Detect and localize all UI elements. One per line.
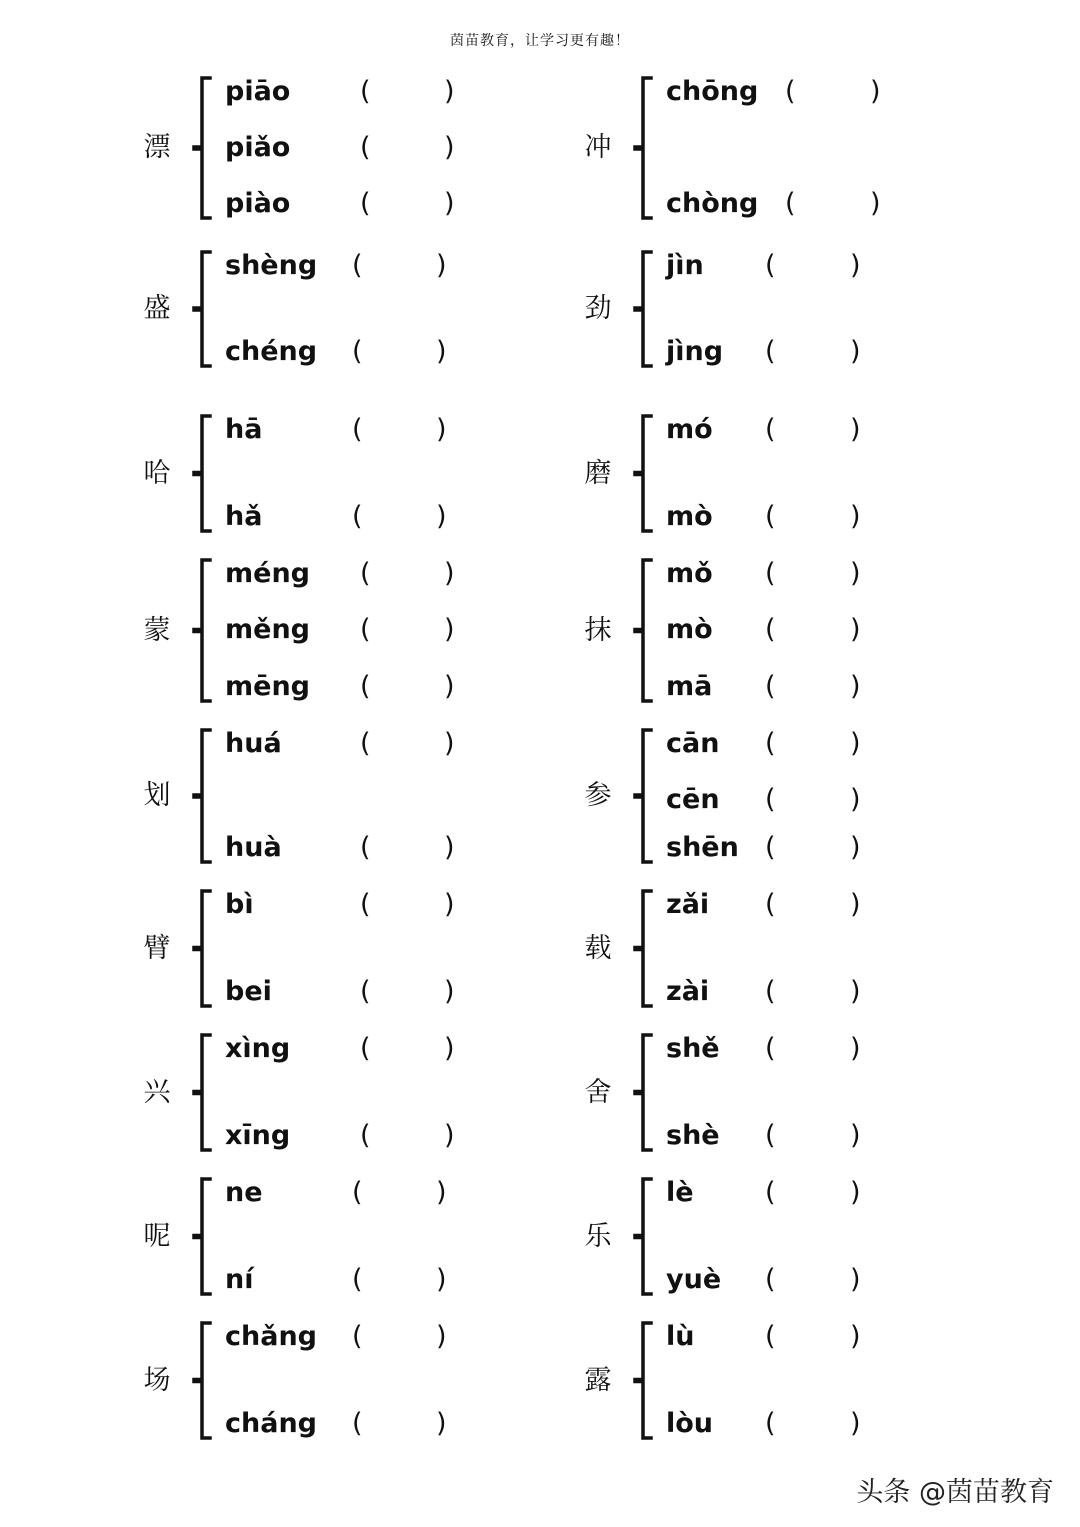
answer-blank-open[interactable]: (: [765, 1321, 776, 1352]
pinyin-reading: huà: [225, 832, 282, 863]
reading-row: [137, 1175, 597, 1211]
pinyin-reading: shēn: [666, 832, 739, 863]
polyphone-entry: [578, 1321, 1038, 1440]
reading-row: [137, 1406, 597, 1442]
answer-blank-open[interactable]: (: [765, 1120, 776, 1151]
answer-blank-close: ): [436, 1264, 447, 1295]
pinyin-reading: shè: [666, 1120, 720, 1151]
hanzi-character: 哈: [143, 457, 171, 489]
reading-row: [137, 1031, 597, 1067]
answer-blank-open[interactable]: (: [352, 501, 363, 532]
pinyin-reading: zǎi: [666, 889, 710, 920]
answer-blank-close: ): [436, 336, 447, 367]
hanzi-character: 划: [143, 780, 171, 811]
answer-blank-open[interactable]: (: [360, 132, 371, 163]
answer-blank-close: ): [850, 728, 861, 759]
pinyin-reading: mēng: [225, 671, 310, 702]
answer-blank-close: ): [444, 76, 455, 107]
pinyin-reading: hā: [225, 414, 263, 445]
answer-blank-close: ): [850, 1177, 861, 1208]
hanzi-character: 劲: [584, 293, 612, 324]
answer-blank-open[interactable]: (: [352, 414, 363, 445]
pinyin-reading: mò: [666, 614, 713, 645]
answer-blank-close: ): [850, 1408, 861, 1439]
answer-blank-close: ): [850, 614, 861, 645]
hanzi-character: 露: [584, 1364, 612, 1396]
polyphone-entry: [578, 1033, 1038, 1152]
answer-blank-close: ): [436, 250, 447, 281]
answer-blank-open[interactable]: (: [765, 832, 776, 863]
answer-blank-open[interactable]: (: [360, 671, 371, 702]
page-header: 茵苗教育，让学习更有趣！: [450, 33, 630, 49]
answer-blank-open[interactable]: (: [765, 728, 776, 759]
answer-blank-close: ): [850, 1264, 861, 1295]
polyphone-entry: [578, 889, 1038, 1008]
pinyin-reading: chòng: [666, 188, 759, 219]
pinyin-reading: chéng: [225, 336, 318, 367]
reading-row: [578, 830, 1038, 866]
answer-blank-open[interactable]: (: [765, 1177, 776, 1208]
pinyin-reading: cēn: [666, 784, 720, 815]
hanzi-character: 臂: [143, 932, 171, 964]
reading-row: [137, 726, 597, 762]
hanzi-character: 盛: [143, 293, 171, 324]
polyphone-entry: [578, 728, 1038, 864]
reading-row: [137, 830, 597, 866]
hanzi-character: 乐: [584, 1220, 612, 1252]
answer-blank-close: ): [436, 1177, 447, 1208]
pinyin-reading: shèng: [225, 250, 318, 281]
reading-row: [578, 556, 1038, 592]
reading-row: [137, 334, 597, 370]
answer-blank-close: ): [850, 671, 861, 702]
reading-row: [137, 1262, 597, 1298]
hanzi-character: 载: [584, 932, 612, 964]
answer-blank-close: ): [850, 1321, 861, 1352]
hanzi-character: 呢: [143, 1220, 171, 1252]
pinyin-reading: xīng: [225, 1120, 291, 1151]
answer-blank-close: ): [850, 976, 861, 1007]
polyphone-entry: [137, 728, 597, 864]
polyphone-entry: [137, 1177, 597, 1296]
answer-blank-close: ): [850, 501, 861, 532]
answer-blank-close: ): [444, 132, 455, 163]
pinyin-reading: mǒ: [666, 558, 713, 589]
answer-blank-open[interactable]: (: [360, 1033, 371, 1064]
reading-row: [137, 1319, 597, 1355]
hanzi-character: 场: [143, 1364, 171, 1396]
reading-row: [578, 74, 1038, 110]
answer-blank-open[interactable]: (: [360, 614, 371, 645]
answer-blank-open[interactable]: (: [765, 1408, 776, 1439]
answer-blank-close: ): [850, 336, 861, 367]
pinyin-reading: piǎo: [225, 132, 291, 163]
pinyin-reading: jìng: [666, 336, 724, 367]
polyphone-entry: [137, 558, 597, 703]
reading-row: [578, 1031, 1038, 1067]
reading-row: [578, 248, 1038, 284]
polyphone-entry: [137, 76, 597, 220]
watermark: 头条 @茵苗教育: [856, 1477, 1054, 1508]
answer-blank-open[interactable]: (: [765, 414, 776, 445]
polyphone-entry: [137, 889, 597, 1008]
pinyin-reading: huá: [225, 728, 282, 759]
pinyin-reading: ne: [225, 1177, 263, 1208]
pinyin-reading: piāo: [225, 76, 291, 107]
answer-blank-open[interactable]: (: [360, 889, 371, 920]
answer-blank-close: ): [436, 1408, 447, 1439]
hanzi-character: 冲: [584, 132, 612, 163]
answer-blank-close: ): [870, 76, 881, 107]
reading-row: [578, 887, 1038, 923]
answer-blank-open[interactable]: (: [765, 1264, 776, 1295]
reading-row: [137, 74, 597, 110]
pinyin-reading: cháng: [225, 1408, 317, 1439]
reading-row: [137, 499, 597, 535]
polyphone-entry: [578, 250, 1038, 368]
reading-row: [578, 669, 1038, 705]
polyphone-entry: [137, 250, 597, 368]
polyphone-entry: [578, 414, 1038, 533]
polyphone-entry: [578, 558, 1038, 703]
answer-blank-open[interactable]: (: [765, 784, 776, 815]
reading-row: [137, 1118, 597, 1154]
answer-blank-close: ): [436, 1321, 447, 1352]
reading-row: [578, 334, 1038, 370]
pinyin-reading: hǎ: [225, 501, 263, 532]
answer-blank-open[interactable]: (: [765, 671, 776, 702]
answer-blank-open[interactable]: (: [360, 728, 371, 759]
reading-row: [578, 1118, 1038, 1154]
answer-blank-open[interactable]: (: [765, 501, 776, 532]
answer-blank-open[interactable]: (: [765, 976, 776, 1007]
reading-row: [578, 782, 1038, 818]
pinyin-reading: ní: [225, 1264, 254, 1295]
hanzi-character: 参: [584, 780, 612, 811]
reading-row: [137, 612, 597, 648]
hanzi-character: 舍: [584, 1076, 612, 1108]
answer-blank-open[interactable]: (: [352, 1264, 363, 1295]
answer-blank-open[interactable]: (: [352, 1408, 363, 1439]
answer-blank-close: ): [850, 250, 861, 281]
answer-blank-close: ): [444, 614, 455, 645]
reading-row: [578, 1406, 1038, 1442]
answer-blank-close: ): [850, 414, 861, 445]
pinyin-reading: lè: [666, 1177, 694, 1208]
pinyin-reading: piào: [225, 188, 291, 219]
answer-blank-open[interactable]: (: [360, 188, 371, 219]
answer-blank-close: ): [444, 558, 455, 589]
pinyin-reading: měng: [225, 614, 310, 645]
answer-blank-open[interactable]: (: [352, 250, 363, 281]
answer-blank-open[interactable]: (: [765, 889, 776, 920]
pinyin-reading: méng: [225, 558, 310, 589]
pinyin-reading: lòu: [666, 1408, 714, 1439]
pinyin-reading: mā: [666, 671, 713, 702]
hanzi-character: 磨: [584, 457, 612, 489]
reading-row: [137, 669, 597, 705]
answer-blank-open[interactable]: (: [360, 1120, 371, 1151]
answer-blank-open[interactable]: (: [765, 1033, 776, 1064]
pinyin-reading: xìng: [225, 1033, 291, 1064]
answer-blank-open[interactable]: (: [360, 558, 371, 589]
answer-blank-open[interactable]: (: [360, 76, 371, 107]
answer-blank-close: ): [444, 188, 455, 219]
polyphone-entry: [578, 1177, 1038, 1296]
pinyin-reading: jìn: [666, 250, 704, 281]
pinyin-reading: bì: [225, 889, 254, 920]
reading-row: [137, 186, 597, 222]
answer-blank-open[interactable]: (: [765, 614, 776, 645]
answer-blank-close: ): [850, 1120, 861, 1151]
reading-row: [578, 1319, 1038, 1355]
reading-row: [137, 974, 597, 1010]
answer-blank-close: ): [444, 832, 455, 863]
answer-blank-open[interactable]: (: [352, 1177, 363, 1208]
answer-blank-open[interactable]: (: [360, 832, 371, 863]
answer-blank-close: ): [444, 1033, 455, 1064]
pinyin-reading: yuè: [666, 1264, 722, 1295]
answer-blank-open[interactable]: (: [765, 250, 776, 281]
pinyin-reading: chǎng: [225, 1321, 317, 1352]
pinyin-reading: bei: [225, 976, 272, 1007]
answer-blank-open[interactable]: (: [360, 976, 371, 1007]
answer-blank-open[interactable]: (: [352, 1321, 363, 1352]
reading-row: [137, 412, 597, 448]
answer-blank-close: ): [444, 889, 455, 920]
reading-row: [137, 248, 597, 284]
pinyin-reading: lù: [666, 1321, 695, 1352]
pinyin-reading: shě: [666, 1033, 720, 1064]
reading-row: [578, 974, 1038, 1010]
hanzi-character: 蒙: [143, 614, 171, 646]
answer-blank-open[interactable]: (: [765, 336, 776, 367]
answer-blank-close: ): [436, 414, 447, 445]
reading-row: [137, 556, 597, 592]
reading-row: [578, 726, 1038, 762]
answer-blank-close: ): [436, 501, 447, 532]
answer-blank-close: ): [850, 832, 861, 863]
pinyin-reading: cān: [666, 728, 720, 759]
hanzi-character: 兴: [143, 1076, 171, 1108]
reading-row: [578, 499, 1038, 535]
hanzi-character: 抹: [584, 614, 612, 646]
answer-blank-close: ): [850, 1033, 861, 1064]
polyphone-entry: [578, 76, 1038, 220]
answer-blank-open[interactable]: (: [765, 558, 776, 589]
pinyin-reading: zài: [666, 976, 710, 1007]
reading-row: [578, 186, 1038, 222]
answer-blank-close: ): [850, 558, 861, 589]
answer-blank-close: ): [850, 784, 861, 815]
answer-blank-open[interactable]: (: [785, 188, 796, 219]
answer-blank-close: ): [444, 976, 455, 1007]
reading-row: [578, 612, 1038, 648]
answer-blank-close: ): [444, 728, 455, 759]
reading-row: [137, 130, 597, 166]
answer-blank-open[interactable]: (: [785, 76, 796, 107]
reading-row: [137, 887, 597, 923]
polyphone-entry: [137, 1321, 597, 1440]
reading-row: [578, 1262, 1038, 1298]
hanzi-character: 漂: [143, 132, 171, 163]
answer-blank-close: ): [850, 889, 861, 920]
answer-blank-open[interactable]: (: [352, 336, 363, 367]
reading-row: [578, 412, 1038, 448]
pinyin-reading: chōng: [666, 76, 759, 107]
polyphone-entry: [137, 1033, 597, 1152]
pinyin-reading: mó: [666, 414, 713, 445]
pinyin-reading: mò: [666, 501, 713, 532]
reading-row: [578, 1175, 1038, 1211]
answer-blank-close: ): [444, 1120, 455, 1151]
answer-blank-close: ): [444, 671, 455, 702]
answer-blank-close: ): [870, 188, 881, 219]
polyphone-entry: [137, 414, 597, 533]
